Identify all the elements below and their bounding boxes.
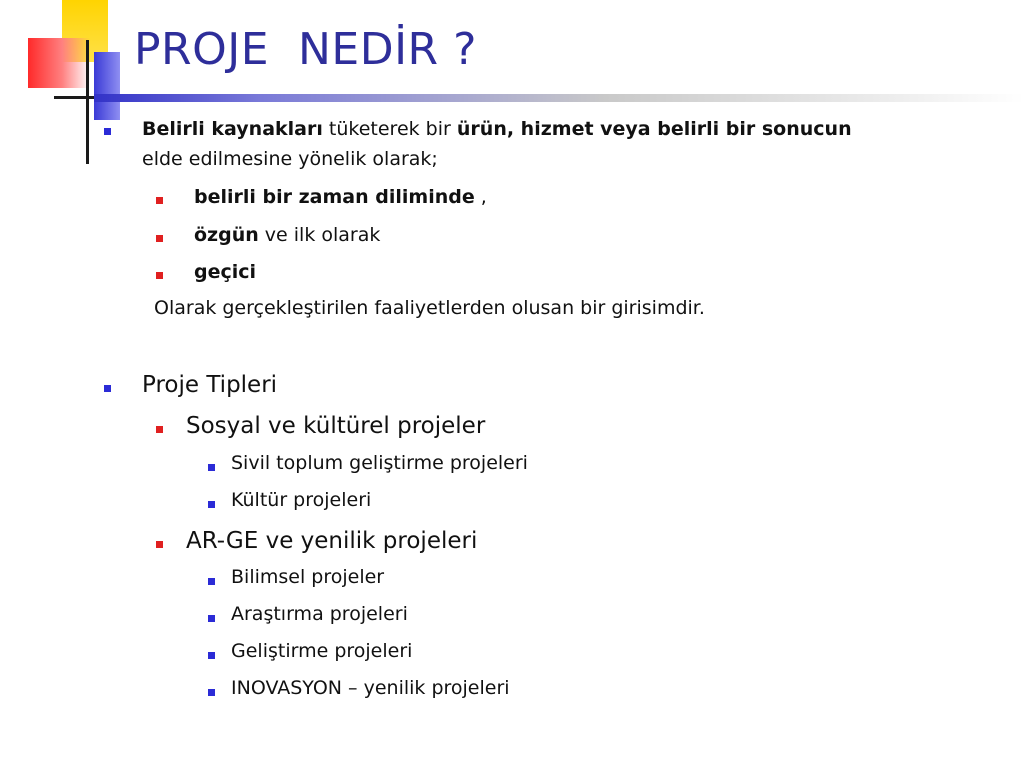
definition-bold-resources: Belirli kaynakları: [142, 118, 323, 140]
types-group-label: AR-GE ve yenilik projeleri: [186, 528, 478, 554]
definition-subitem: [194, 187, 487, 209]
definition-subitem-text: ,: [474, 186, 487, 208]
types-group-label: Sosyal ve kültürel projeler: [186, 413, 486, 439]
bullet-level3: [208, 578, 215, 585]
decorative-blue-block: [94, 52, 120, 120]
title-underline-rule: [94, 94, 1024, 102]
definition-subitem-bold: belirli bir zaman diliminde: [194, 186, 475, 208]
definition-bold-product: ürün, hizmet veya belirli bir sonucun: [456, 118, 852, 140]
bullet-level3: [208, 615, 215, 622]
definition-line-1: [142, 119, 852, 141]
definition-text-consuming: tüketerek bir: [322, 118, 457, 140]
types-heading: Proje Tipleri: [142, 372, 278, 398]
definition-subitem-text: ve ilk olarak: [258, 224, 381, 246]
definition-conclusion: Olarak gerçekleştirilen faaliyetlerden olusan bir girisimdir.: [154, 297, 705, 319]
decorative-vertical-line: [86, 40, 89, 164]
bullet-level2: [156, 197, 163, 204]
definition-subitem-bold: geçici: [194, 261, 257, 283]
bullet-level3: [208, 501, 215, 508]
bullet-level1: [104, 128, 111, 135]
types-group-item: Araştırma projeleri: [231, 603, 408, 625]
types-group-item: Bilimsel projeler: [231, 566, 385, 588]
bullet-level1: [104, 385, 111, 392]
bullet-level2: [156, 541, 163, 548]
definition-subitem: [194, 225, 380, 247]
types-group-item: INOVASYON – yenilik projeleri: [231, 677, 510, 699]
bullet-level3: [208, 464, 215, 471]
bullet-level3: [208, 689, 215, 696]
types-group-item: Geliştirme projeleri: [231, 640, 413, 662]
bullet-level2: [156, 426, 163, 433]
decorative-horizontal-line: [54, 96, 94, 99]
bullet-level3: [208, 652, 215, 659]
types-group-item: Sivil toplum geliştirme projeleri: [231, 452, 528, 474]
decorative-red-block: [28, 38, 90, 88]
definition-line-2: elde edilmesine yönelik olarak;: [142, 148, 438, 170]
definition-subitem: [194, 262, 256, 284]
bullet-level2: [156, 235, 163, 242]
definition-subitem-bold: özgün: [194, 224, 259, 246]
types-group-item: Kültür projeleri: [231, 489, 372, 511]
slide-title: PROJE NEDİR ?: [134, 24, 477, 75]
bullet-level2: [156, 272, 163, 279]
